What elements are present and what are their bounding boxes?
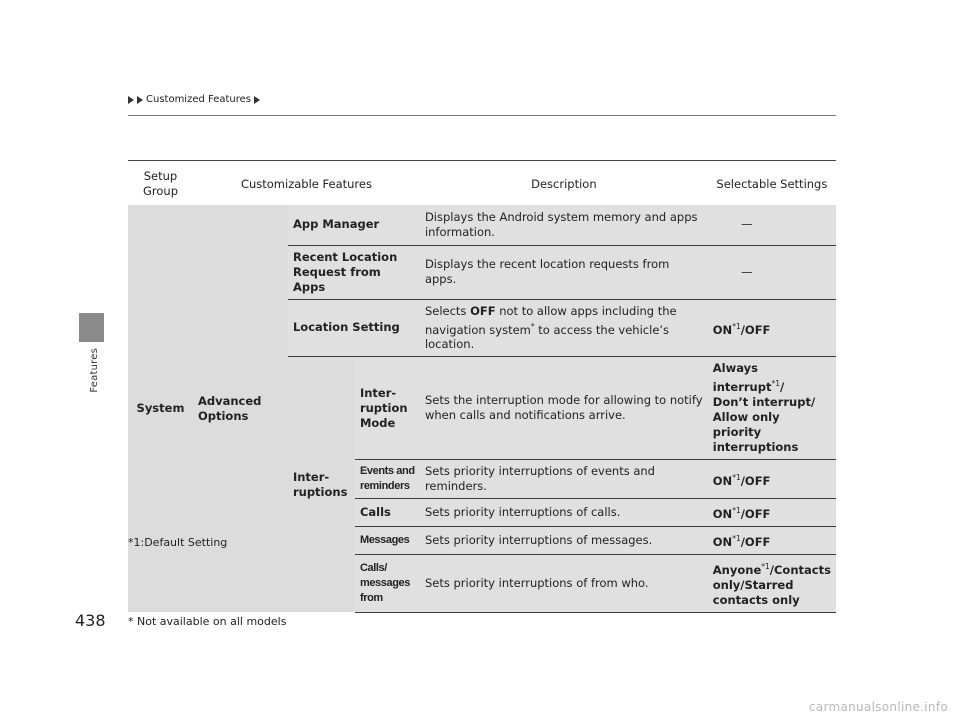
setting-cell: ON$^{*1}$/OFF <box>708 526 836 554</box>
feature-location-setting: Location Setting <box>288 299 420 357</box>
breadcrumb-title[interactable]: Customized Features <box>146 94 252 105</box>
header-customizable-features: Customizable Features <box>193 161 420 206</box>
feature-app-manager: App Manager <box>288 205 420 245</box>
description-cell: Sets the interruption mode for allowing to notify when calls and notifications arrive. <box>420 357 708 460</box>
description-cell: Sets priority interruptions of messages. <box>420 526 708 554</box>
breadcrumb-arrow-icon <box>254 96 260 104</box>
default-setting-footnote: *1:Default Setting <box>128 536 228 549</box>
table-row <box>128 205 836 245</box>
description-cell: Selects OFF not to allow apps including the navigation system* to access the vehicle’s location. <box>420 299 708 357</box>
header-setup-group: Setup Group <box>128 161 193 206</box>
page-number: 438 <box>75 611 106 630</box>
table-header-row <box>128 161 836 206</box>
setting-cell: Always interrupt$^{*1}$/ Don’t interrupt/ Allow only priority interruptions <box>708 357 836 460</box>
feature-events-reminders: Events and reminders <box>355 460 420 499</box>
interruptions-cell: Inter- ruptions <box>288 357 355 612</box>
feature-messages: Messages <box>355 526 420 554</box>
setting-cell: ON$^{*1}$/OFF <box>708 499 836 527</box>
section-label: Features <box>89 348 100 393</box>
breadcrumb-arrow-icon <box>128 96 134 104</box>
watermark: carmanualsonline.info <box>808 700 948 714</box>
subgroup-cell: Advanced Options <box>193 205 288 612</box>
description-cell: Displays the recent location requests from apps. <box>420 245 708 299</box>
section-tab <box>79 313 104 342</box>
setting-cell: ON$^{*1}$/OFF <box>708 460 836 499</box>
feature-calls-messages-from: Calls/ messages from <box>355 554 420 612</box>
description-cell: Displays the Android system memory and apps information. <box>420 205 708 245</box>
description-cell: Sets priority interruptions of calls. <box>420 499 708 527</box>
breadcrumb-arrow-icon <box>137 96 143 104</box>
setup-group-cell: System <box>128 205 193 612</box>
setting-cell: — <box>708 205 836 245</box>
setting-cell: — <box>708 245 836 299</box>
setting-cell: ON$^{*1}$/OFF <box>708 299 836 357</box>
settings-table <box>128 160 836 613</box>
header-rule <box>128 115 836 116</box>
setting-cell: Anyone$^{*1}$/Contacts only/Starred contacts only <box>708 554 836 612</box>
feature-interruption-mode: Inter- ruption Mode <box>355 357 420 460</box>
description-cell: Sets priority interruptions of events and reminders. <box>420 460 708 499</box>
feature-recent-location: Recent Location Request from Apps <box>288 245 420 299</box>
header-description: Description <box>420 161 708 206</box>
header-selectable-settings: Selectable Settings <box>708 161 836 206</box>
breadcrumb <box>128 94 260 105</box>
feature-calls: Calls <box>355 499 420 527</box>
description-cell: Sets priority interruptions of from who. <box>420 554 708 612</box>
availability-note: * Not available on all models <box>128 615 287 628</box>
